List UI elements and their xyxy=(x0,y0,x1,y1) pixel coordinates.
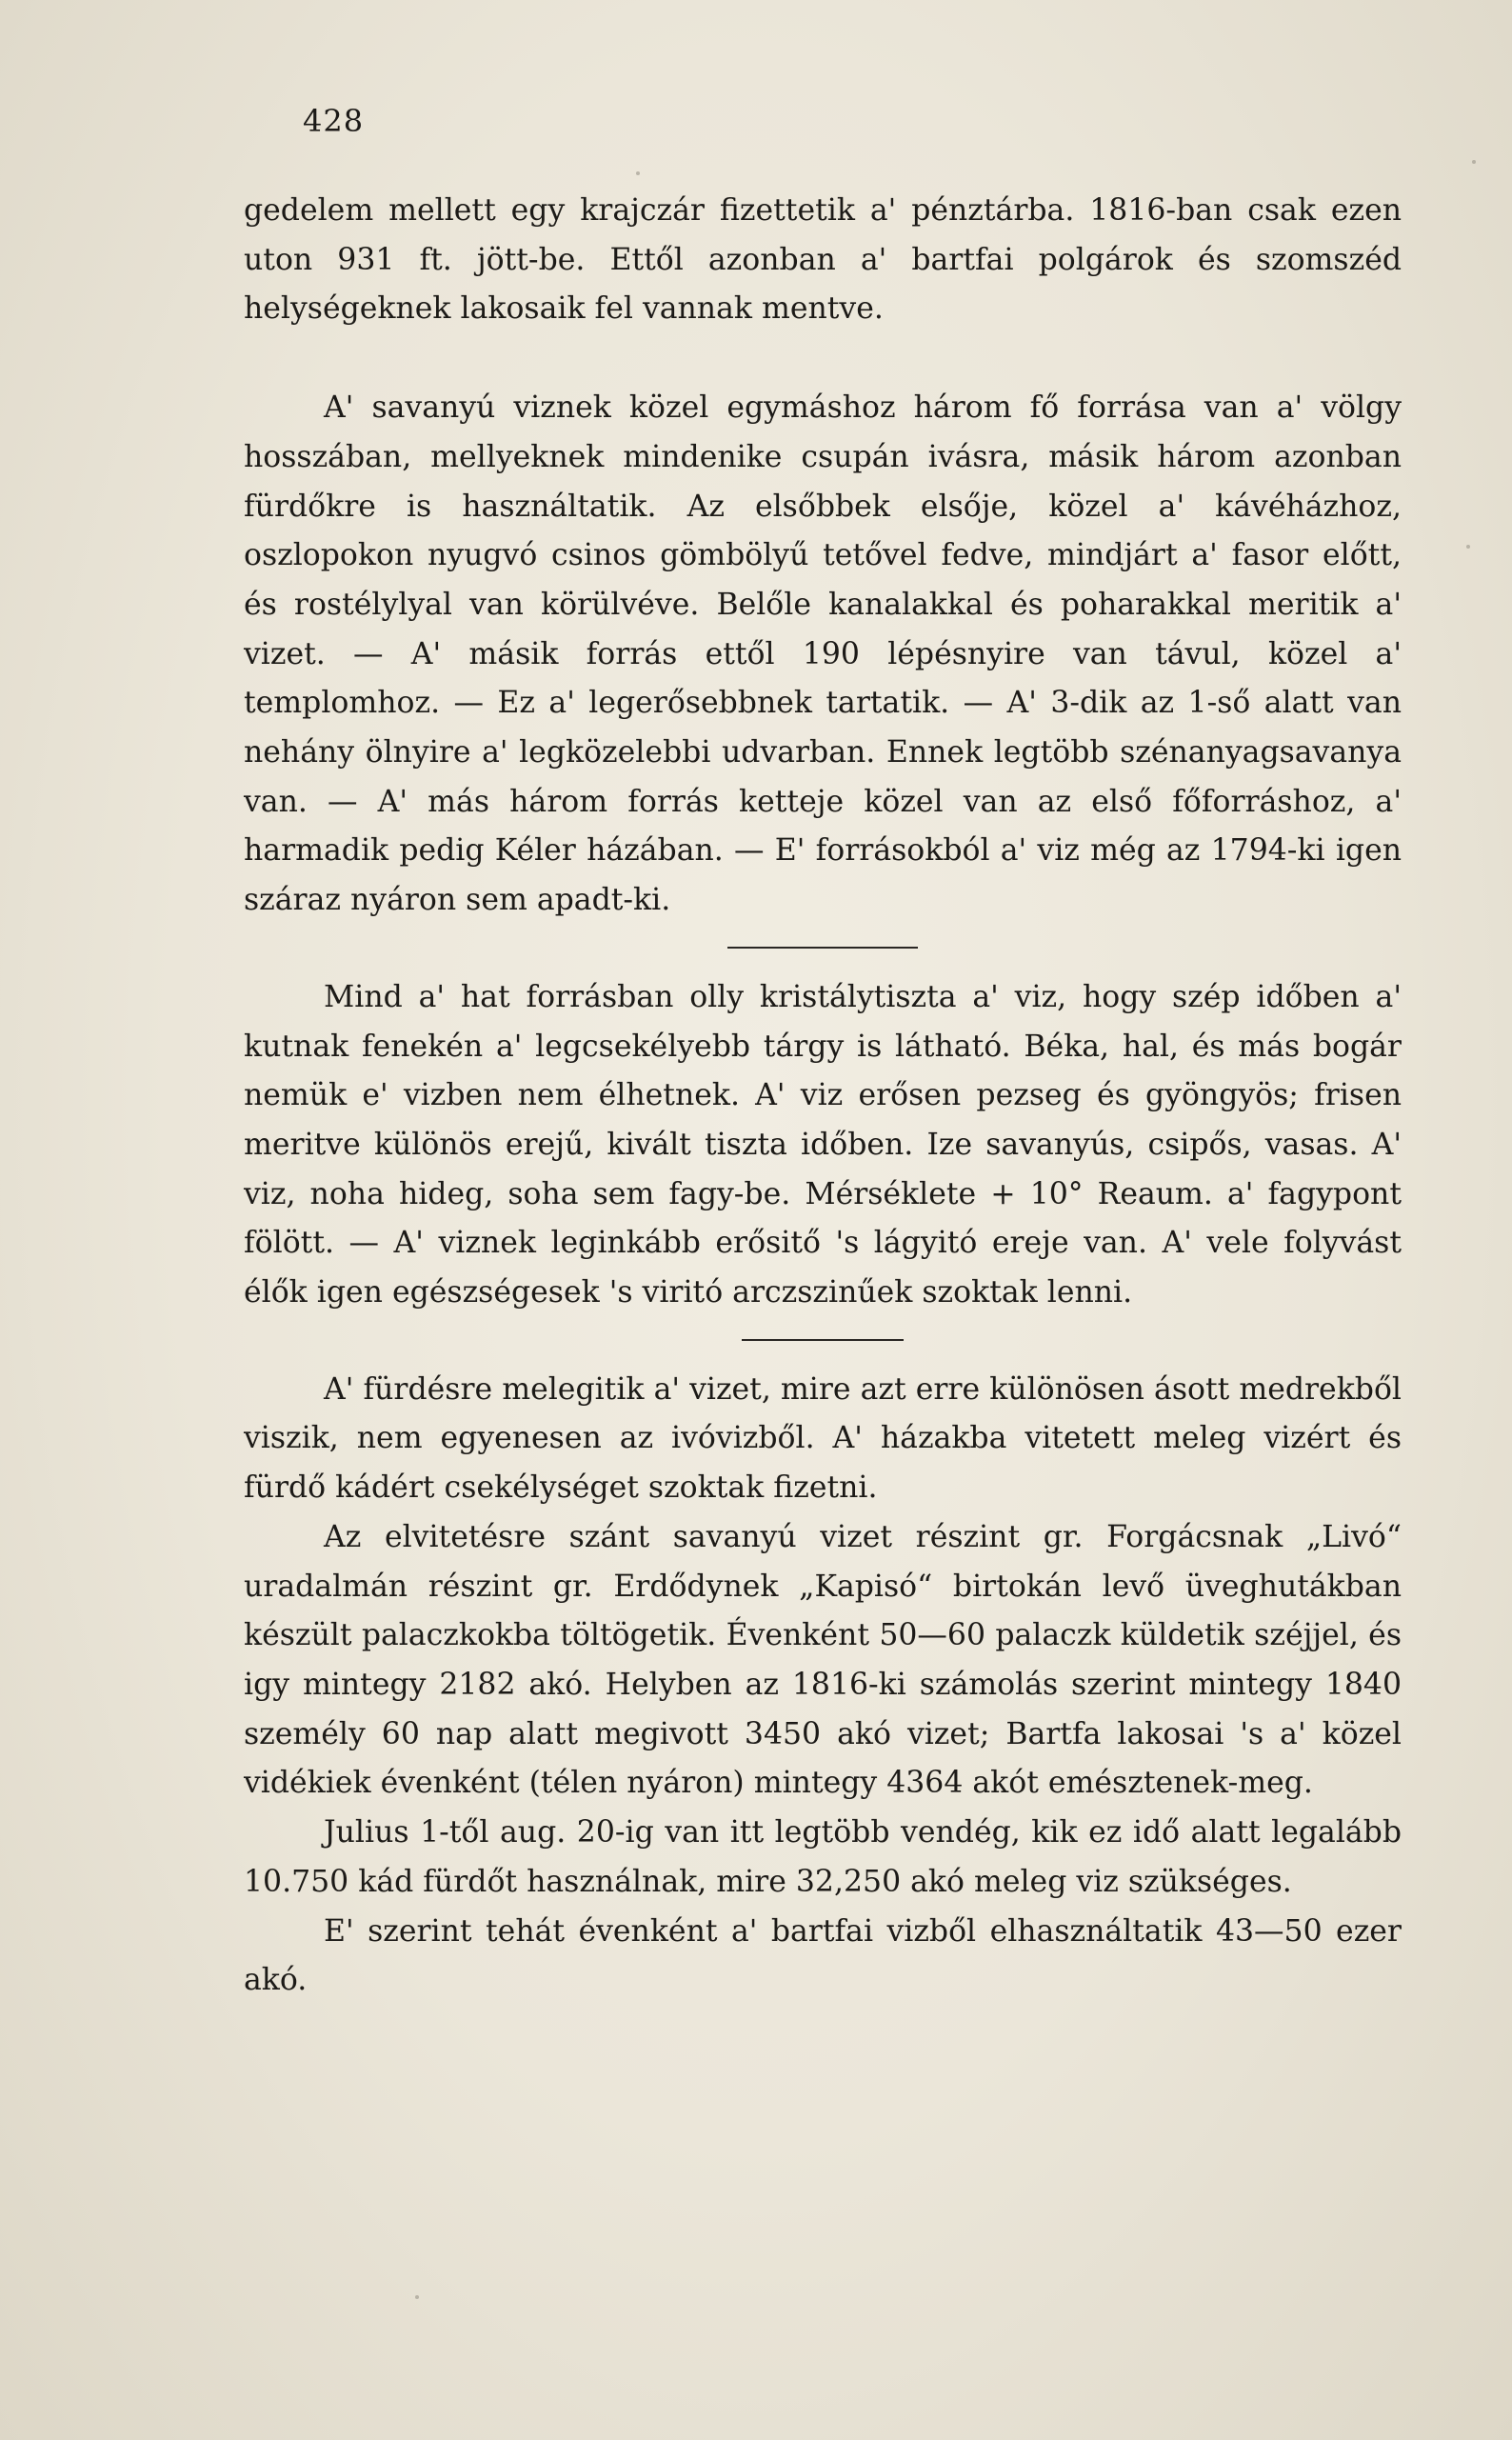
paper-speck xyxy=(1472,160,1476,164)
page-number: 428 xyxy=(303,103,365,139)
section-divider xyxy=(742,1339,904,1341)
body-text xyxy=(244,187,1402,2006)
paper-speck xyxy=(1466,545,1470,549)
paper-speck xyxy=(415,2295,419,2299)
paragraph-3: Mind a' hat forrásban olly kristálytiszta a' viz, hogy szép időben a' kutnak fenekén a' legcsekélyebb tárgy is látható. Béka, hal, és más bogár nemük e' vizben nem élhetnek. A' viz erősen pezseg és gyöngyös; frisen meritve különös erejű, kivált tiszta időben. Ize savanyús, csipős, vasas. A' viz, noha hideg, soha sem fagy-be. Mérséklete + 10° Reaum. a' fagypont fölött. — A' viznek leginkább erősitő 's lágyitó ereje van. A' vele folyvást élők igen egészségesek 's viritó arczszinűek szoktak lenni. xyxy=(244,979,1402,1310)
paragraph-1: gedelem mellett egy krajczár fizettetik a' pénztárba. 1816-ban csak ezen uton 931 ft. jött-be. Ettől azonban a' bartfai polgárok és szomszéd helységeknek lakosaik fel vannak mentve. xyxy=(244,193,1402,327)
spacer xyxy=(244,334,1402,384)
paragraph-5: Az elvitetésre szánt savanyú vizet részint gr. Forgácsnak „Livó“ uradalmán részint gr. Erdődynek „Kapisó“ birtokán levő üveghutákban készült palaczkokba töltögetik. Évenként 50—60 palaczk küldetik széjjel, és igy mintegy 2182 akó. Helyben az 1816-ki számolás szerint mintegy 1840 személy 60 nap alatt megivott 3450 akó vizet; Bartfa lakosai 's a' közel vidékiek évenként (télen nyáron) mintegy 4364 akót emésztenek-meg. xyxy=(244,1519,1402,1801)
paragraph-7: E' szerint tehát évenként a' bartfai vizből elhasználtatik 43—50 ezer akó. xyxy=(244,1913,1402,1998)
paragraph-2: A' savanyú viznek közel egymáshoz három fő forrása van a' völgy hosszában, mellyeknek mindenike csupán ivásra, másik három azonban fürdőkre is használtatik. Az elsőbbek elsője, közel a' kávéházhoz, oszlopokon nyugvó csinos gömbölyű tetővel fedve, mindjárt a' fasor előtt, és rostélylyal van körülvéve. Belőle kanalakkal és poharakkal meritik a' vizet. — A' másik forrás ettől 190 lépésnyire van távul, közel a' templomhoz. — Ez a' legerősebbnek tartatik. — A' 3-dik az 1-ső alatt van nehány ölnyire a' legközelebbi udvarban. Ennek legtöbb szénanyagsavanya van. — A' más három forrás ketteje közel van az első főforráshoz, a' harmadik pedig Kéler házában. — E' forrásokból a' viz még az 1794-ki igen száraz nyáron sem apadt-ki. xyxy=(244,390,1402,918)
paper-speck xyxy=(636,171,640,175)
paragraph-6: Julius 1-től aug. 20-ig van itt legtöbb vendég, kik ez idő alatt legalább 10.750 kád fürdőt használnak, mire 32,250 akó meleg viz szükséges. xyxy=(244,1815,1402,1899)
paragraph-4: A' fürdésre melegitik a' vizet, mire azt erre különösen ásott medrekből viszik, nem egyenesen az ivóvizből. A' házakba vitetett meleg vizért és fürdő kádért csekélységet szoktak fizetni. xyxy=(244,1371,1402,1506)
section-divider xyxy=(727,947,918,949)
